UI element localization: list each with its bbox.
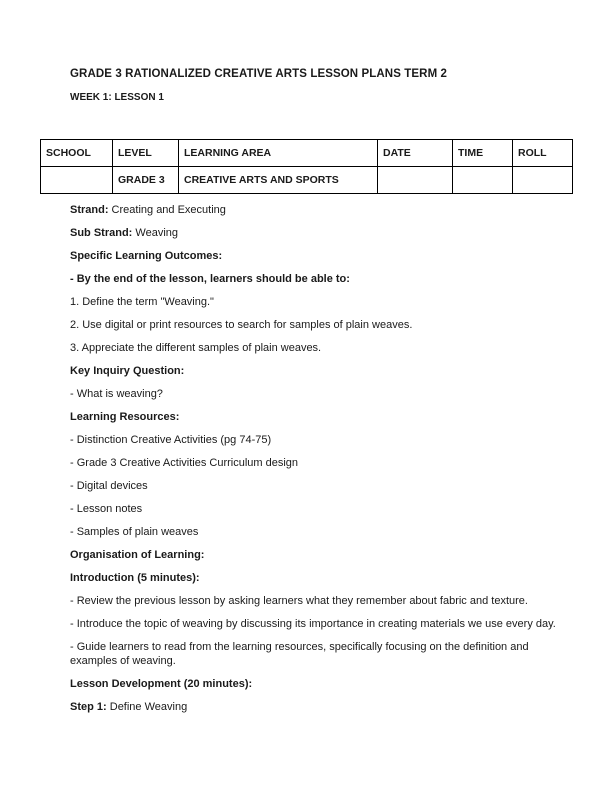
table-cell	[41, 167, 113, 194]
text-run: - Lesson notes	[70, 503, 143, 515]
table-header-row	[41, 140, 573, 167]
text-run: 2. Use digital or print resources to search for samples of plain weaves.	[70, 319, 413, 331]
bold-run: Introduction (5 minutes):	[70, 572, 200, 584]
table-header-cell: SCHOOL	[41, 140, 113, 167]
paragraph	[70, 342, 572, 356]
text-run: Define Weaving	[106, 700, 188, 713]
text-run: 1. Define the term "Weaving."	[70, 296, 214, 308]
paragraph	[70, 319, 572, 333]
paragraph	[70, 365, 572, 379]
bold-run: Specific Learning Outcomes:	[70, 250, 223, 262]
text-run: Weaving	[132, 227, 178, 239]
text-run: - Samples of plain weaves	[70, 526, 199, 538]
bold-run: Step 1:	[70, 700, 107, 713]
text-run: - Introduce the topic of weaving by discussing its importance in creating materials we use every day.	[70, 618, 556, 630]
lesson-body	[70, 204, 572, 714]
table-header-cell: LEARNING AREA	[179, 140, 378, 167]
paragraph	[70, 457, 572, 471]
text-run: - Guide learners to read from the learning resources, specifically focusing on the definition and examples of weaving.	[70, 641, 529, 667]
text-run: - Digital devices	[70, 480, 148, 492]
paragraph	[70, 411, 572, 425]
week-subtitle: WEEK 1: LESSON 1	[70, 92, 164, 103]
table-cell	[378, 167, 453, 194]
paragraph	[70, 572, 572, 586]
paragraph	[70, 480, 572, 494]
table-cell: CREATIVE ARTS AND SPORTS	[179, 167, 378, 194]
page-title: GRADE 3 RATIONALIZED CREATIVE ARTS LESSON PLANS TERM 2	[70, 68, 448, 80]
paragraph	[70, 227, 572, 241]
lesson-info-table	[40, 139, 573, 194]
bold-run: Organisation of Learning:	[70, 549, 205, 561]
table-header-cell: ROLL	[513, 140, 573, 167]
paragraph	[70, 678, 572, 692]
table-header-cell: LEVEL	[113, 140, 179, 167]
paragraph	[70, 701, 572, 715]
table-cell: GRADE 3	[113, 167, 179, 194]
bold-run: - By the end of the lesson, learners should be able to:	[70, 273, 350, 285]
table-data-row	[41, 167, 573, 194]
bold-run: Sub Strand:	[70, 227, 133, 239]
table-header-cell: TIME	[453, 140, 513, 167]
text-run: - What is weaving?	[70, 388, 163, 400]
bold-run: Learning Resources:	[70, 411, 180, 423]
bold-run: Key Inquiry Question:	[70, 365, 185, 377]
text-run: Creating and Executing	[108, 204, 226, 216]
paragraph	[70, 273, 572, 287]
paragraph	[70, 204, 572, 218]
table-cell	[453, 167, 513, 194]
text-run: 3. Appreciate the different samples of plain weaves.	[70, 342, 322, 354]
bold-run: Strand:	[70, 204, 109, 216]
paragraph	[70, 503, 572, 517]
paragraph	[70, 388, 572, 402]
paragraph	[70, 595, 572, 609]
paragraph	[70, 618, 572, 632]
table-header-cell: DATE	[378, 140, 453, 167]
paragraph	[70, 250, 572, 264]
paragraph	[70, 641, 572, 668]
paragraph	[70, 296, 572, 310]
text-run: - Review the previous lesson by asking learners what they remember about fabric and texture.	[70, 595, 528, 607]
paragraph	[70, 526, 572, 540]
paragraph	[70, 549, 572, 563]
bold-run: Lesson Development (20 minutes):	[70, 677, 253, 690]
paragraph	[70, 434, 572, 448]
text-run: - Distinction Creative Activities (pg 74-75)	[70, 434, 272, 446]
table-cell	[513, 167, 573, 194]
text-run: - Grade 3 Creative Activities Curriculum design	[70, 457, 299, 469]
